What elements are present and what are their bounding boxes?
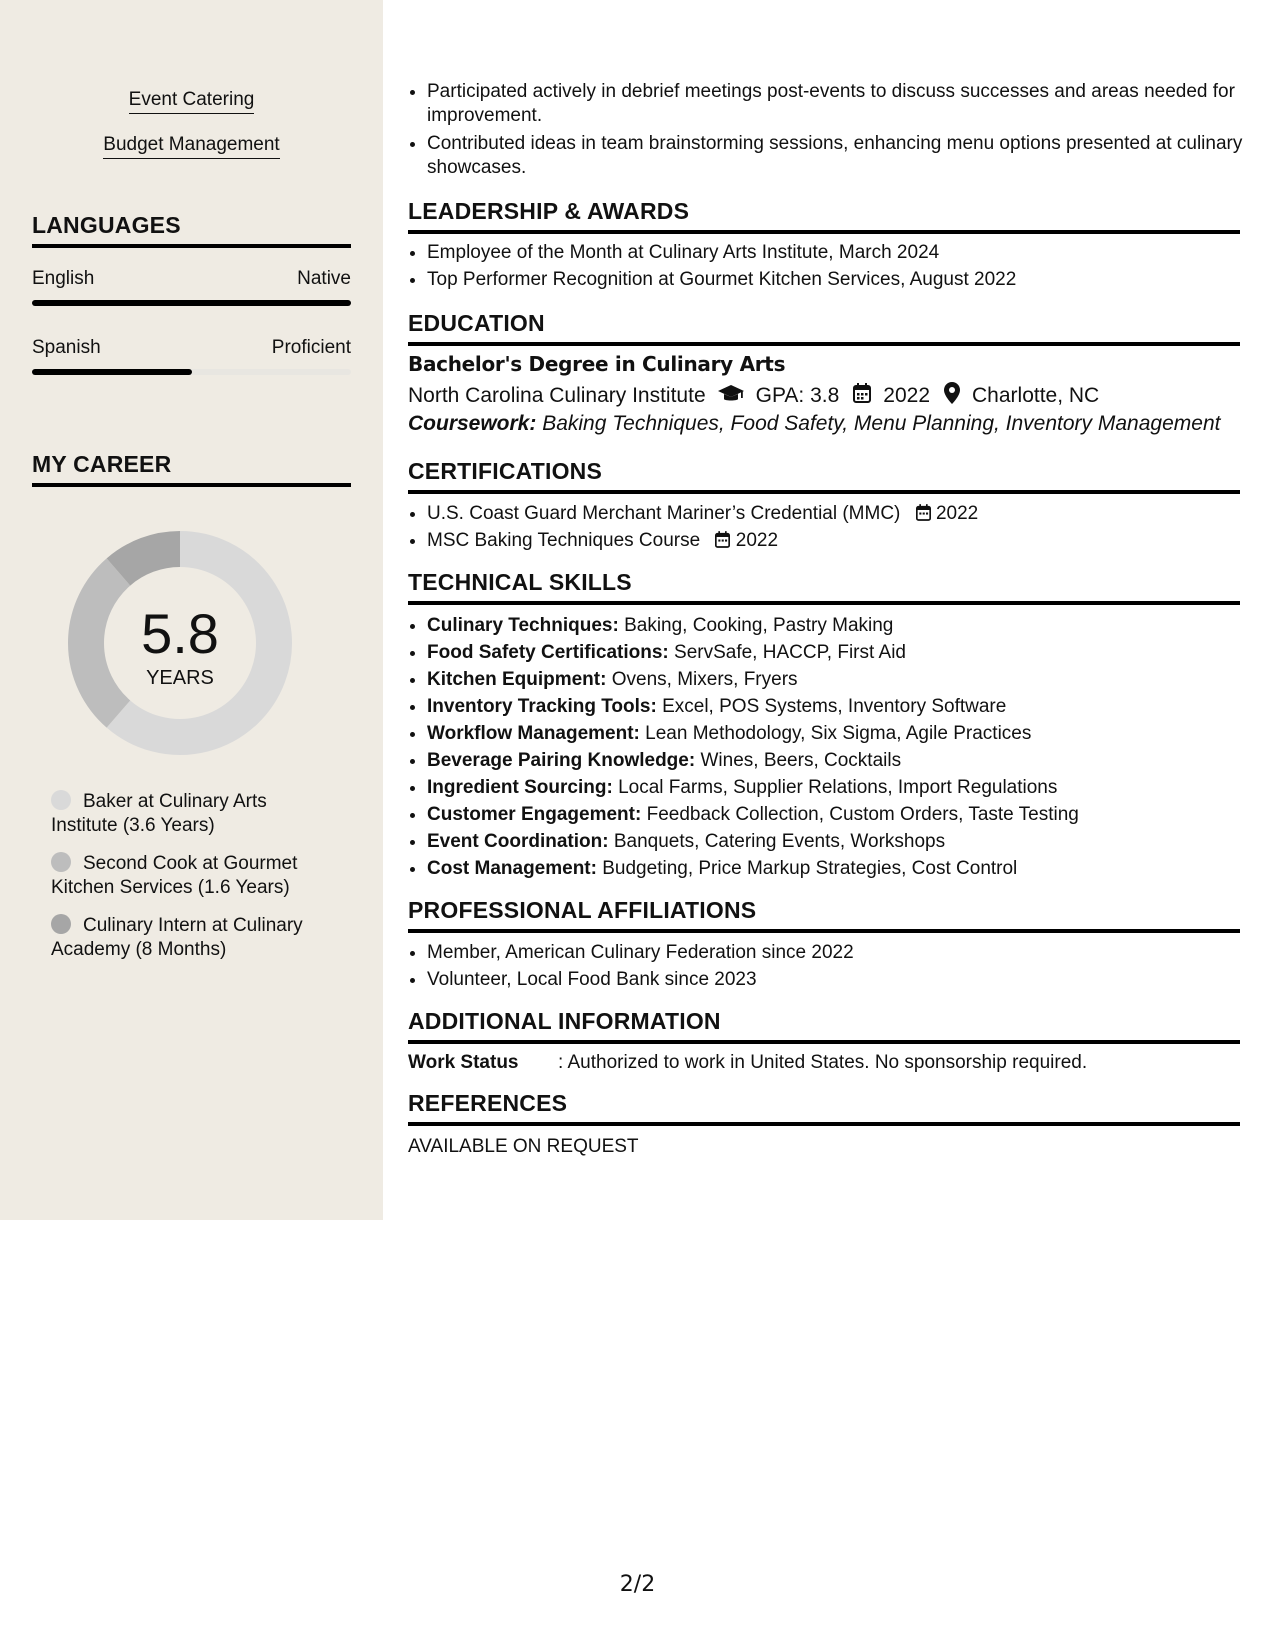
list-item: • Employee of the Month at Culinary Arts Institute, March 2024 (427, 241, 1259, 265)
list-item: • Beverage Pairing Knowledge: Wines, Beers, Cocktails (427, 747, 1259, 774)
additional-info-heading: ADDITIONAL INFORMATION (408, 1008, 1240, 1044)
sidebar (0, 0, 383, 1220)
graduation-cap-icon (718, 383, 744, 409)
career-total: 5.8 (141, 602, 219, 665)
references-text: AVAILABLE ON REQUEST (408, 1136, 639, 1157)
work-status (408, 1052, 1087, 1074)
career-heading: MY CAREER (32, 451, 351, 487)
page-number: 2/2 (619, 1572, 656, 1597)
donut-segment (86, 572, 118, 714)
list-item: • Ingredient Sourcing: Local Farms, Supplier Relations, Import Regulations (427, 774, 1259, 801)
list-item: • Culinary Techniques: Baking, Cooking, Pastry Making (427, 612, 1259, 639)
coursework (408, 412, 1220, 436)
list-item: • Contributed ideas in team brainstorming sessions, enhancing menu options presented at culinary showcases. (427, 132, 1259, 180)
calendar-icon (715, 530, 730, 551)
list-item: • Participated actively in debrief meetings post-events to discuss successes and areas needed for improvement. (427, 80, 1259, 128)
coursework-label: Coursework: (408, 412, 537, 435)
list-item: • Cost Management: Budgeting, Price Markup Strategies, Cost Control (427, 855, 1259, 882)
list-item: • Workflow Management: Lean Methodology, Six Sigma, Agile Practices (427, 720, 1259, 747)
certifications-list (408, 502, 1259, 553)
language-row (32, 268, 351, 290)
career-legend-item: Baker at Culinary Arts Institute (3.6 Years) (51, 791, 267, 836)
school-location: Charlotte, NC (972, 384, 1100, 407)
career-donut-chart (65, 528, 295, 758)
language-row (32, 337, 351, 359)
coursework-list: Baking Techniques, Food Safety, Menu Planning, Inventory Management (542, 412, 1221, 435)
degree-title: Bachelor's Degree in Culinary Arts (408, 352, 786, 376)
skill-tag: Budget Management (0, 134, 383, 156)
language-proficiency-fill (32, 369, 192, 375)
graduation-year: 2022 (883, 384, 931, 407)
language-name: English (32, 268, 95, 289)
map-pin-icon (944, 382, 960, 410)
leadership-list (408, 241, 1259, 292)
legend-dot (51, 914, 71, 934)
experience-bullets (408, 80, 1259, 180)
list-item: • U.S. Coast Guard Merchant Mariner’s Credential (MMC) 2022 (427, 502, 1259, 526)
work-status-label: Work Status (408, 1052, 519, 1073)
references-heading: REFERENCES (408, 1090, 1240, 1126)
affiliations-heading: PROFESSIONAL AFFILIATIONS (408, 897, 1240, 933)
career-legend-item: Second Cook at Gourmet Kitchen Services (1.6 Years) (51, 853, 298, 898)
language-level: Native (297, 268, 351, 289)
list-item: • Member, American Culinary Federation since 2022 (427, 941, 1259, 965)
career-unit: YEARS (146, 667, 214, 689)
list-item: • Top Performer Recognition at Gourmet Kitchen Services, August 2022 (427, 268, 1259, 292)
gpa: GPA: 3.8 (755, 384, 840, 407)
legend-dot (51, 852, 71, 872)
list-item: • Inventory Tracking Tools: Excel, POS Systems, Inventory Software (427, 693, 1259, 720)
language-proficiency-bar (32, 369, 351, 375)
technical-skills-list (408, 612, 1259, 882)
certifications-heading: CERTIFICATIONS (408, 458, 1240, 494)
list-item: • Kitchen Equipment: Ovens, Mixers, Fryers (427, 666, 1259, 693)
leadership-heading: LEADERSHIP & AWARDS (408, 198, 1240, 234)
calendar-icon (916, 503, 931, 524)
donut-segment (118, 549, 180, 572)
education-heading: EDUCATION (408, 310, 1240, 346)
skill-tag: Event Catering (0, 89, 383, 111)
list-item: • Food Safety Certifications: ServSafe, HACCP, First Aid (427, 639, 1259, 666)
school-name: North Carolina Culinary Institute (408, 384, 706, 407)
education-details (408, 382, 1099, 410)
technical-skills-heading: TECHNICAL SKILLS (408, 569, 1240, 605)
list-item: • Event Coordination: Banquets, Catering Events, Workshops (427, 828, 1259, 855)
list-item: • MSC Baking Techniques Course 2022 (427, 529, 1259, 553)
career-legend-item: Culinary Intern at Culinary Academy (8 Months) (51, 915, 303, 960)
affiliations-list (408, 941, 1259, 992)
languages-heading: LANGUAGES (32, 212, 351, 248)
calendar-icon (853, 383, 871, 409)
list-item: • Customer Engagement: Feedback Collection, Custom Orders, Taste Testing (427, 801, 1259, 828)
work-status-value: : Authorized to work in United States. No sponsorship required. (558, 1052, 1088, 1073)
language-name: Spanish (32, 337, 101, 358)
language-proficiency-fill (32, 300, 351, 306)
language-proficiency-bar (32, 300, 351, 306)
legend-dot (51, 790, 71, 810)
list-item: • Volunteer, Local Food Bank since 2023 (427, 968, 1259, 992)
language-level: Proficient (271, 337, 351, 358)
